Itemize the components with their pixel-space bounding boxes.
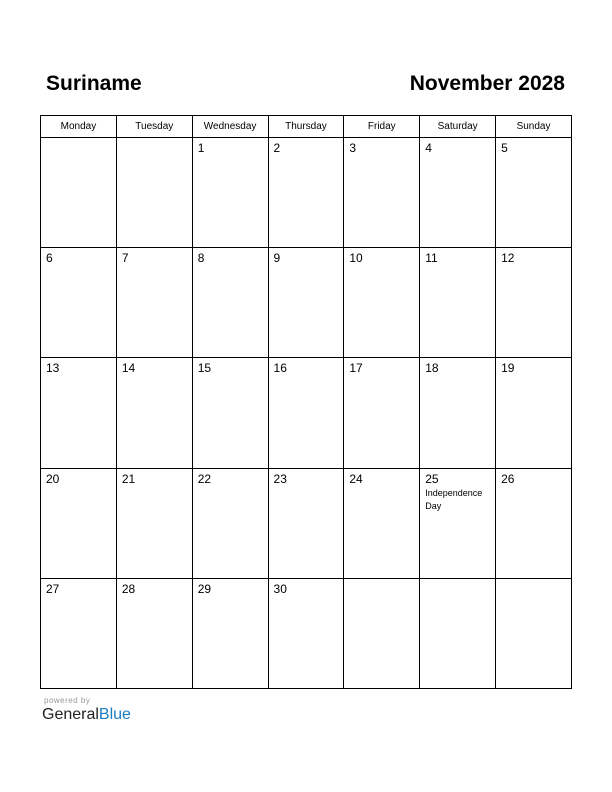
day-cell — [116, 358, 192, 468]
day-cell — [116, 578, 192, 688]
day-number: 15 — [197, 361, 212, 376]
week-row — [41, 468, 572, 578]
day-number: 2 — [273, 141, 281, 155]
calendar-grid — [40, 115, 572, 689]
day-cell — [192, 138, 268, 248]
day-cell — [116, 468, 192, 578]
powered-by-text: powered by — [44, 696, 91, 705]
day-cell — [344, 468, 420, 578]
day-number: 7 — [121, 251, 129, 266]
day-number: 23 — [273, 471, 287, 486]
weekday-header: Sunday — [496, 116, 572, 138]
day-number — [41, 138, 116, 141]
day-number: 21 — [121, 471, 136, 486]
day-number: 4 — [425, 141, 432, 155]
day-number: 20 — [46, 471, 60, 486]
day-number: 28 — [121, 581, 136, 596]
day-cell — [268, 138, 344, 248]
day-cell — [41, 358, 117, 468]
day-number: 30 — [273, 581, 287, 596]
month-year-title: November 2028 — [409, 72, 565, 95]
weekday-header: Monday — [41, 116, 117, 138]
weekday-header: Wednesday — [192, 116, 268, 138]
footer-branding — [42, 696, 131, 724]
day-cell — [268, 248, 344, 358]
day-number: 29 — [197, 581, 212, 596]
day-cell — [496, 248, 572, 358]
day-cell — [496, 358, 572, 468]
day-cell — [116, 248, 192, 358]
day-number: 9 — [273, 251, 281, 266]
day-number: 1 — [197, 141, 205, 155]
day-number: 16 — [273, 361, 287, 376]
weekday-header: Friday — [344, 116, 420, 138]
day-number — [496, 579, 571, 582]
day-cell — [268, 468, 344, 578]
day-cell — [496, 578, 572, 688]
day-cell — [344, 248, 420, 358]
day-number: 3 — [349, 141, 357, 155]
weekday-header: Saturday — [420, 116, 496, 138]
weekday-header-row — [41, 116, 572, 138]
day-cell — [41, 578, 117, 688]
brand-logo[interactable] — [42, 706, 131, 724]
day-cell — [420, 358, 496, 468]
day-cell — [420, 138, 496, 248]
day-number: 22 — [197, 471, 212, 486]
day-cell — [41, 248, 117, 358]
day-number: 26 — [501, 471, 515, 486]
weekday-header: Thursday — [268, 116, 344, 138]
week-row — [41, 358, 572, 468]
day-cell — [192, 578, 268, 688]
day-cell — [344, 578, 420, 688]
day-cell — [192, 248, 268, 358]
day-cell — [344, 358, 420, 468]
day-cell — [41, 138, 117, 248]
day-cell — [496, 468, 572, 578]
day-cell — [192, 358, 268, 468]
day-number: 8 — [197, 251, 205, 266]
day-number: 5 — [501, 141, 508, 155]
weekday-header: Tuesday — [116, 116, 192, 138]
brand-blue-text: Blue — [98, 706, 131, 723]
day-number — [344, 579, 419, 582]
day-number: 25 — [425, 471, 439, 486]
day-cell — [420, 248, 496, 358]
country-title: Suriname — [46, 72, 142, 95]
day-number: 17 — [349, 361, 363, 376]
day-cell — [344, 138, 420, 248]
day-cell — [268, 578, 344, 688]
day-cell — [192, 468, 268, 578]
day-number: 13 — [46, 361, 60, 376]
holiday-label: Independence Day — [425, 487, 483, 511]
day-number: 14 — [121, 361, 136, 376]
day-cell — [116, 138, 192, 248]
day-number: 24 — [349, 471, 363, 486]
day-number: 10 — [349, 251, 363, 266]
day-number: 11 — [425, 251, 438, 266]
week-row — [41, 138, 572, 248]
day-number: 6 — [46, 251, 53, 266]
week-row — [41, 248, 572, 358]
day-cell — [420, 578, 496, 688]
day-cell — [496, 138, 572, 248]
day-number — [420, 579, 495, 582]
day-cell — [41, 468, 117, 578]
day-cell — [268, 358, 344, 468]
day-number: 12 — [501, 251, 515, 266]
day-number: 27 — [46, 581, 60, 596]
day-number — [117, 138, 192, 141]
day-cell — [420, 468, 496, 578]
brand-general-text: General — [42, 706, 99, 723]
week-row — [41, 578, 572, 688]
day-number: 19 — [501, 361, 515, 376]
day-number: 18 — [425, 361, 439, 376]
